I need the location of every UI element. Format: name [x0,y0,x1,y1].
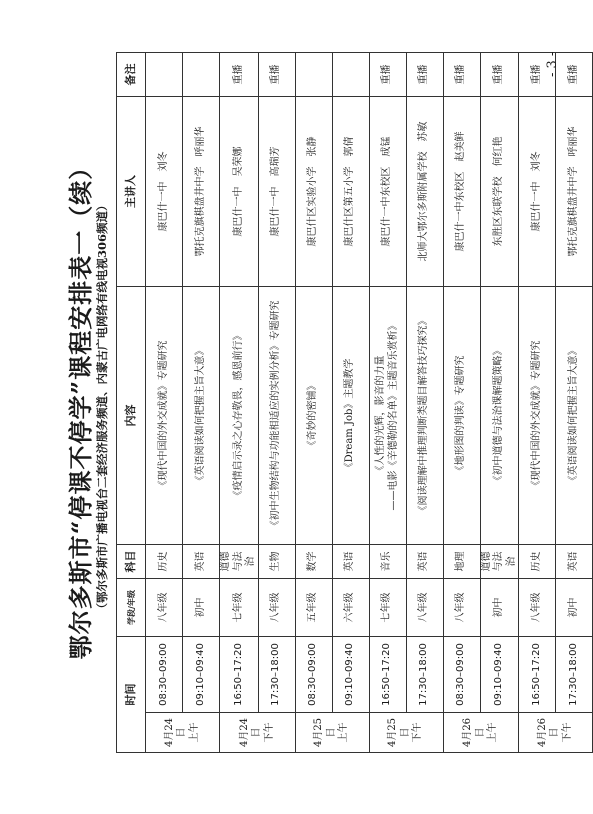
note-cell: 重播 [369,53,406,97]
speaker-cell: 康巴什一中 刘冬 [146,97,183,287]
content-line: 《初中道德与法治课解题策略》 [493,345,504,486]
table-row [183,53,220,753]
period-label: 下午 [561,722,573,743]
date-label: 4月24日 [238,717,262,748]
subject-cell: 道德与法治 [220,545,259,579]
time-cell: 08:30–09:00 [146,637,183,713]
column-header-note: 备注 [117,53,146,97]
table-row [220,53,259,753]
content-cell [295,287,332,545]
note-cell: 重播 [258,53,295,97]
table-header-row [117,53,146,753]
speaker-cell: 北师大鄂尔多斯附属学校 苏敏 [406,97,443,287]
content-cell [406,287,443,545]
grade-cell: 八年级 [146,579,183,637]
grade-cell: 五年级 [295,579,332,637]
time-cell: 09:10–09:40 [480,637,519,713]
note-cell [295,53,332,97]
date-period-cell [369,713,443,753]
grade-cell: 八年级 [258,579,295,637]
speaker-cell: 鄂托克旗棋盘井中学 呼丽华 [183,97,220,287]
content-cell [258,287,295,545]
speaker-cell: 康巴什区第五小学 郭倩 [332,97,369,287]
table-row [406,53,443,753]
date-period-cell [220,713,296,753]
content-line: 《初中生物结构与功能相适应的实例分析》专题研究 [270,300,282,531]
grade-cell: 初中 [183,579,220,637]
column-header-speaker: 主讲人 [117,97,146,287]
note-cell [183,53,220,97]
table-row [519,53,556,753]
content-line: 《现代中国的外交成就》专题研究 [530,340,542,491]
subject-cell: 英语 [556,545,593,579]
time-cell: 17:30–18:00 [406,637,443,713]
table-row [556,53,593,753]
note-cell: 重播 [406,53,443,97]
subject-cell: 历史 [146,545,183,579]
speaker-cell: 康巴什一中 吴荣娜 [220,97,259,287]
date-label: 4月25日 [387,717,411,748]
subject-cell: 英语 [406,545,443,579]
content-line: 《地形图的判读》专题研究 [455,355,467,476]
subject-cell: 生物 [258,545,295,579]
speaker-cell: 鄂托克旗棋盘井中学 呼丽华 [556,97,593,287]
page-title: 鄂尔多斯市“停课不停学”课程安排表一（续） [66,154,95,660]
column-header-time: 时间 [117,637,146,753]
date-period-cell [519,713,593,753]
table-row [443,53,480,753]
note-cell: 重播 [443,53,480,97]
subject-cell: 音乐 [369,545,406,579]
date-label: 4月26日 [536,717,561,748]
content-line: 《阅读理解中推理判断类题目解答技巧探究》 [418,315,430,516]
content-cell [519,287,556,545]
grade-cell: 八年级 [519,579,556,637]
column-header-content: 内容 [117,287,146,545]
table-row [332,53,369,753]
content-cell [480,287,519,545]
content-cell [332,287,369,545]
note-cell: 重播 [519,53,556,97]
subject-cell: 英语 [332,545,369,579]
period-label: 下午 [263,722,275,743]
subject-cell: 道德与法治 [480,545,519,579]
content-line: 《现代中国的外交成就》专题研究 [157,340,169,491]
content-cell [146,287,183,545]
time-cell: 08:30–09:00 [443,637,480,713]
time-cell: 17:30–18:00 [258,637,295,713]
note-cell [332,53,369,97]
note-cell: 重播 [480,53,519,97]
content-cell [369,287,406,545]
column-header-subject: 科目 [117,545,146,579]
table-row [369,53,406,753]
grade-cell: 八年级 [443,579,480,637]
page-subtitle: （鄂尔多斯市广播电视台二套经济服务频道、内蒙古广电网络有线电视306频道） [95,199,109,615]
time-cell: 09:10–09:40 [183,637,220,713]
subject-cell: 地理 [443,545,480,579]
content-cell [443,287,480,545]
speaker-cell: 康巴什一中 刘冬 [519,97,556,287]
date-label: 4月25日 [313,717,337,748]
speaker-cell: 康巴什一中东校区 赵美鲜 [443,97,480,287]
time-cell: 16:50–17:20 [220,637,259,713]
content-cell [556,287,593,545]
date-label: 4月26日 [462,717,486,748]
page-number: - 3 - [545,51,560,77]
content-line: ——电影《辛德勒的名单》主题音乐赏析》 [387,320,399,511]
subject-cell: 数学 [295,545,332,579]
schedule-table [116,52,593,753]
table-row [258,53,295,753]
time-cell: 16:50–17:20 [369,637,406,713]
note-cell: 重播 [556,53,593,97]
subject-cell: 英语 [183,545,220,579]
period-label: 下午 [412,722,424,743]
note-cell [146,53,183,97]
period-label: 上午 [487,722,498,743]
time-cell: 09:10–09:40 [332,637,369,713]
grade-cell: 七年级 [369,579,406,637]
grade-cell: 初中 [480,579,519,637]
time-cell: 16:50–17:20 [519,637,556,713]
note-cell: 重播 [220,53,259,97]
content-line: 《英语阅读如何把握主旨大意》 [567,345,579,486]
content-line: 《疫情启示录之心存敬畏，感恩前行》 [232,330,244,501]
content-line: 《人性的光辉，影音的力量 [375,355,386,476]
schedule-body [146,53,593,753]
table-row [480,53,519,753]
content-line: 《奇妙的密铺》 [307,380,319,451]
grade-cell: 初中 [556,579,593,637]
column-header-grade: 学段/年级 [117,579,146,637]
speaker-cell: 康巴什一中东校区 成锰 [369,97,406,287]
table-row [146,53,183,753]
speaker-cell: 康巴什区实验小学 张静 [295,97,332,287]
subject-cell: 历史 [519,545,556,579]
grade-cell: 七年级 [220,579,259,637]
content-cell [220,287,259,545]
table-row [295,53,332,753]
rotated-document-page [58,47,579,767]
period-label: 上午 [338,722,350,743]
date-period-cell [146,713,220,753]
date-label: 4月24日 [163,717,188,748]
speaker-cell: 东胜区东联学校 何红艳 [480,97,519,287]
date-period-cell [295,713,369,753]
content-line: 《英语阅读如何把握主旨大意》 [194,345,206,486]
time-cell: 08:30–09:00 [295,637,332,713]
speaker-cell: 康巴什一中 高瑞芳 [258,97,295,287]
time-cell: 17:30–18:00 [556,637,593,713]
content-cell [183,287,220,545]
date-period-cell [443,713,519,753]
period-label: 上午 [188,722,200,743]
content-line: 《Dream Job》主题教学 [344,358,356,473]
grade-cell: 八年级 [406,579,443,637]
grade-cell: 六年级 [332,579,369,637]
